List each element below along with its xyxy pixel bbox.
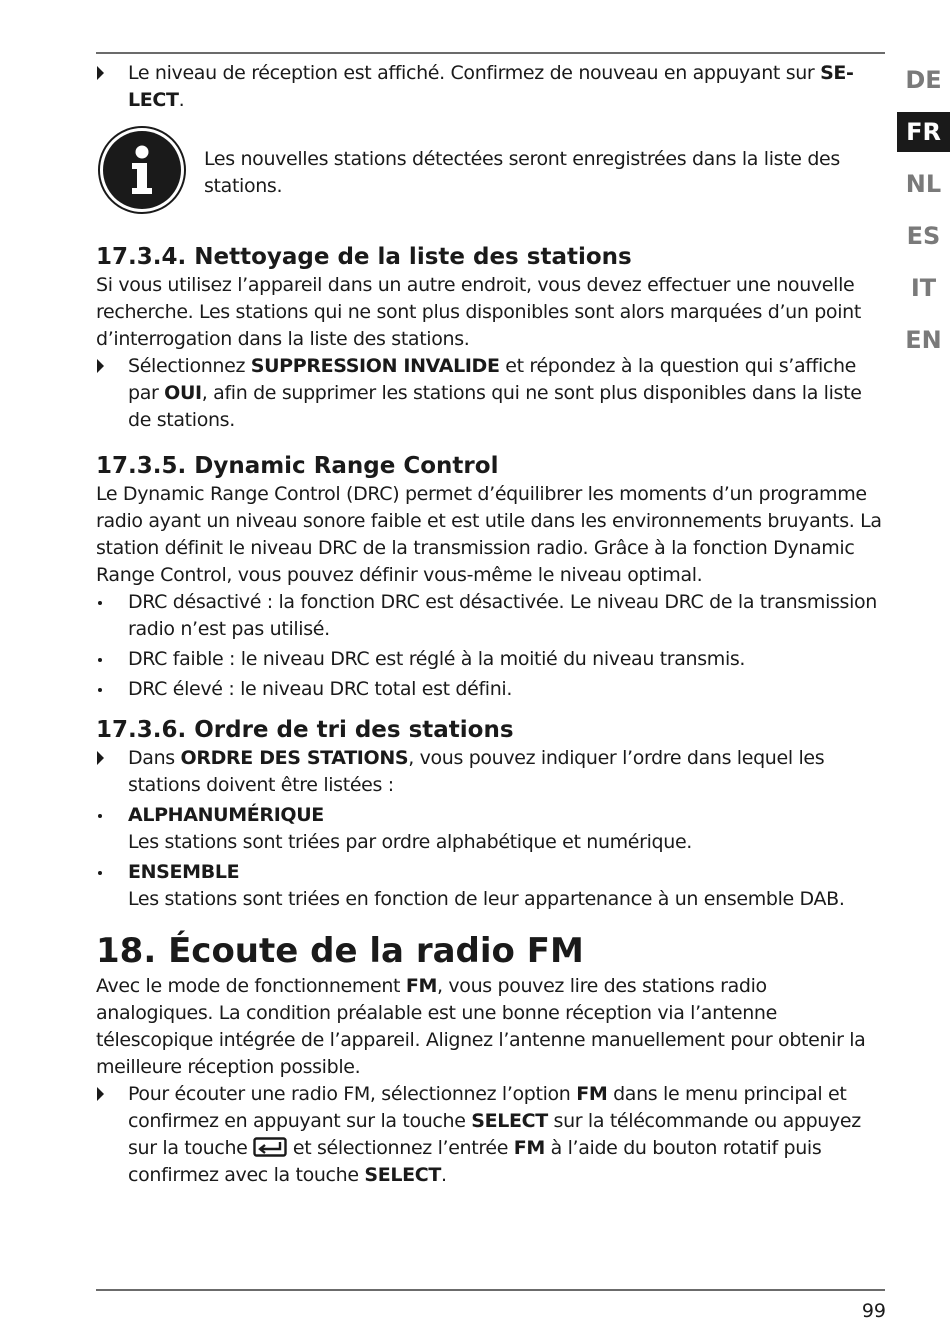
- list-item: ALPHANUMÉRIQUE Les stations sont triées par ordre alphabétique et numérique.: [96, 802, 886, 856]
- bullet-dot-icon: [98, 601, 102, 605]
- list-item: DRC élevé : le niveau DRC total est défini.: [96, 676, 886, 703]
- arrow-bullet-icon: [97, 359, 104, 373]
- bullet-dot-icon: [98, 658, 102, 662]
- lang-tab-fr[interactable]: FR: [897, 112, 950, 152]
- intro-bullet: Le niveau de réception est affiché. Confirmez de nouveau en appuyant sur SE-LECT.: [96, 60, 886, 114]
- lang-tab-nl[interactable]: NL: [905, 170, 942, 198]
- info-note: [96, 122, 886, 214]
- section-title-17-3-5: 17.3.5. Dynamic Range Control: [96, 453, 499, 479]
- bullet-dot-icon: [98, 871, 102, 875]
- lang-tab-de[interactable]: DE: [905, 66, 942, 94]
- section-paragraph: Le Dynamic Range Control (DRC) permet d’équilibrer les moments d’un programme radio ayant un niveau sonore faible et est utile dans les environnements bruyants. La station définit le niveau DRC de la transmission radio. Grâce à la fonction Dynamic Range Control, vous pouvez définir vous-même le niveau optimal.: [96, 483, 882, 586]
- info-icon: [98, 126, 186, 214]
- list-item: DRC faible : le niveau DRC est réglé à la moitié du niveau transmis.: [96, 646, 886, 673]
- lang-tab-it[interactable]: IT: [910, 274, 937, 302]
- section-paragraph: Si vous utilisez l’appareil dans un autre endroit, vous devez effectuer une nouvelle recherche. Les stations qui ne sont plus disponibles sont alors marquées d’un point d’interrogation dans la liste des stations.: [96, 274, 861, 350]
- section-paragraph: Avec le mode de fonctionnement FM, vous pouvez lire des stations radio analogiques. La condition préalable est une bonne réception via l’antenne télescopique intégrée de l’appareil. Alignez l’antenne manuellement pour obtenir la meilleure réception possible.: [96, 975, 866, 1078]
- bullet-dot-icon: [98, 814, 102, 818]
- language-tabs: [897, 60, 950, 372]
- arrow-bullet-icon: [97, 1087, 104, 1101]
- info-text: Les nouvelles stations détectées seront enregistrées dans la liste des stations.: [204, 148, 840, 197]
- lang-tab-es[interactable]: ES: [906, 222, 941, 250]
- list-item: Pour écouter une radio FM, sélectionnez l’option FM dans le menu principal et confirmez en appuyant sur la touche SELECT sur la télécommande ou appuyez sur la touche et sélectionnez l’entrée FM à l’aide du bouton rotatif puis confirmez avec la touche SELECT.: [96, 1081, 886, 1189]
- bottom-rule: [96, 1289, 885, 1291]
- list-item: Dans ORDRE DES STATIONS, vous pouvez indiquer l’ordre dans lequel les stations doivent être listées :: [96, 745, 886, 799]
- page-number: 99: [861, 1300, 886, 1322]
- top-rule: [96, 52, 885, 54]
- arrow-bullet-icon: [97, 66, 104, 80]
- page-content: [96, 60, 886, 1192]
- chapter-title-18: 18. Écoute de la radio FM: [96, 931, 584, 971]
- section-title-17-3-4: 17.3.4. Nettoyage de la liste des stations: [96, 244, 632, 270]
- list-item: DRC désactivé : la fonction DRC est désactivée. Le niveau DRC de la transmission radio n’est pas utilisé.: [96, 589, 886, 643]
- bullet-dot-icon: [98, 688, 102, 692]
- back-key-icon: [253, 1137, 287, 1157]
- list-item: Sélectionnez SUPPRESSION INVALIDE et répondez à la question qui s’affiche par OUI, afin de supprimer les stations qui ne sont plus disponibles dans la liste de stations.: [96, 353, 886, 434]
- lang-tab-en[interactable]: EN: [905, 326, 942, 354]
- list-item: ENSEMBLE Les stations sont triées en fonction de leur appartenance à un ensemble DAB.: [96, 859, 886, 913]
- arrow-bullet-icon: [97, 751, 104, 765]
- section-title-17-3-6: 17.3.6. Ordre de tri des stations: [96, 717, 514, 743]
